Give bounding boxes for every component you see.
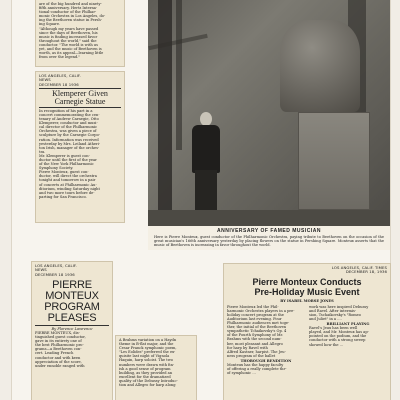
text-line: tional-conductor of the Philhar- bbox=[39, 10, 97, 15]
article-body bbox=[309, 305, 387, 321]
text-line: throughout the world," said the bbox=[39, 38, 97, 43]
text-line: work was here inspired Debussy bbox=[309, 304, 369, 309]
text-line: Haquin, harp soloist. The two bbox=[119, 358, 173, 363]
text-line: "Although my years have passed bbox=[39, 26, 99, 31]
text-line: ness program of the ballet bbox=[227, 353, 276, 358]
headline-line-2: PROGRAM PLEASES bbox=[44, 300, 100, 324]
text-line: ish a good sense of program bbox=[119, 366, 171, 371]
text-line: the best Philharmonic pro- bbox=[35, 343, 84, 348]
text-line: building, as they provided an bbox=[119, 370, 173, 375]
text-line: from over the legend." bbox=[39, 55, 81, 60]
subhead: BRILLIANT PLAYING bbox=[326, 322, 370, 327]
subhead: THOROUGH RENDITION bbox=[240, 358, 292, 363]
text-line: ditorium, winding Saturday night bbox=[39, 186, 100, 191]
dateline-city: LOS ANGELES, CALIF. TIMES bbox=[331, 265, 387, 270]
text-line: of the Fourth Symphony of Mr. bbox=[227, 333, 284, 338]
text-line: yesterday by Mrs. Leiland Atheri- bbox=[39, 141, 101, 146]
text-line: Orchestra, was given a piece of bbox=[39, 129, 97, 134]
text-line: ton Irish, manager of the orches- bbox=[39, 145, 100, 150]
byline: BY ISABEL MORSE JONES bbox=[280, 298, 334, 303]
article-body bbox=[227, 305, 305, 358]
headline-line-1: PIERRE MONTEUX bbox=[45, 278, 99, 302]
text-line: monic Orchestra in Los Angeles, do- bbox=[39, 14, 106, 19]
text-line: ductor, will direct the orchestra bbox=[39, 174, 97, 179]
dateline-city: LOS ANGELES, CALIF. bbox=[35, 263, 77, 268]
text-line: sympathetic Tchaikovsky's Op. 4 bbox=[227, 329, 287, 334]
text-line: Ravel's Jeux has been well bbox=[309, 326, 358, 331]
text-line: cal director of the Philharmonic bbox=[39, 125, 98, 130]
text-line: excellent for the dramatized bbox=[119, 374, 171, 379]
text-line: ber, most pleasant and Allegro bbox=[227, 341, 283, 346]
text-line: conductor with a strong sweep bbox=[309, 338, 366, 343]
caption-title: ANNIVERSARY OF FAMED MUSICIAN bbox=[217, 228, 321, 234]
article-body bbox=[35, 331, 109, 368]
text-line: tinguished guest conductor, bbox=[35, 335, 86, 340]
text-line: cert. Leading French bbox=[35, 351, 74, 356]
text-line: appreciation of the score, bbox=[35, 359, 82, 364]
text-line: Alfred Kastner, harpist. The Jeu- bbox=[227, 349, 286, 354]
text-line: ductor until the first of the year bbox=[39, 158, 97, 163]
clipping-monteux-program-continued bbox=[116, 336, 196, 400]
text-line: pointed on the podium, and the bbox=[309, 334, 367, 339]
text-line: Pierre Monteux, guest con- bbox=[39, 170, 89, 175]
text-line: tenary of Andrew Carnegie, Otto bbox=[39, 117, 99, 122]
dateline-paper: NEWS bbox=[35, 267, 47, 273]
text-line: conductor. "The world is with us bbox=[39, 42, 98, 47]
text-line: harmonic Orchestra players in a pre- bbox=[227, 308, 295, 313]
dateline-date: DECEMBER 18 1936 bbox=[35, 271, 75, 277]
text-line: "Les Eolides" preferred the ex- bbox=[119, 350, 176, 355]
article-columns bbox=[227, 305, 387, 376]
statue-pedestal bbox=[298, 112, 370, 210]
text-line: of offering a really complete thr- bbox=[227, 367, 287, 372]
text-line: Cesar Franck symphonic poem, bbox=[119, 346, 177, 351]
text-line: and two more tours before de- bbox=[39, 190, 95, 195]
text-line: gave in its entirety one of bbox=[35, 339, 82, 344]
clipping-klemperer bbox=[36, 72, 124, 222]
headline bbox=[35, 280, 109, 324]
text-line: parting for San Francisco. bbox=[39, 194, 87, 199]
text-line: Symphony Society. bbox=[39, 166, 74, 171]
text-line: under ennoble ranged with bbox=[35, 363, 85, 368]
dateline-date: DECEMBER 18 1936 bbox=[39, 81, 79, 87]
article-body bbox=[227, 363, 305, 375]
photo-monteux-statue bbox=[148, 0, 390, 226]
text-line: are of the big hundred and ninety- bbox=[39, 2, 102, 6]
text-line: Mr. Klemperer is guest con- bbox=[39, 153, 90, 158]
headline-line-1: Klemperer Given bbox=[52, 88, 108, 98]
text-line: theme in B-flat major, and the bbox=[119, 342, 174, 347]
text-line: since the days of Beethoven, his bbox=[39, 30, 98, 35]
text-line: fifth anniversary. Hertz Interna- bbox=[39, 6, 98, 11]
text-line: played, and Mr. Monteux has ap- bbox=[309, 330, 369, 335]
text-line: sion, Tschaikovsky's "Romeo bbox=[309, 312, 361, 317]
text-line: ther, the initial of the Beethoven bbox=[227, 325, 287, 330]
article-body-continued bbox=[119, 338, 193, 387]
text-line: worth, as its appeal—learning little bbox=[39, 51, 104, 56]
text-line: showed how the ... bbox=[309, 342, 344, 347]
text-line: Auditorium last evening. Four bbox=[227, 316, 282, 321]
text-line: Klemperer, conductor and musi- bbox=[39, 121, 98, 126]
text-line: music is finding increased favor bbox=[39, 34, 98, 39]
article-body bbox=[309, 326, 387, 346]
text-line: for harp by Ravel with bbox=[227, 345, 268, 350]
clipping-pre-holiday bbox=[224, 264, 390, 400]
headline-line-1: Pierre Monteux Conducts bbox=[252, 276, 362, 287]
text-line: sculpture by the Carnegie Corpo- bbox=[39, 133, 100, 138]
headline bbox=[39, 90, 121, 106]
beethoven-statue bbox=[280, 20, 360, 112]
column-left bbox=[227, 305, 305, 376]
text-line: grams—a Beethoven con- bbox=[35, 347, 82, 352]
text-line: tion and Allegro for harp along bbox=[119, 383, 176, 388]
dateline-date: DECEMBER 18, 1936 bbox=[345, 269, 387, 275]
text-line: numbers were drawn with fin- bbox=[119, 362, 175, 367]
clipping-text bbox=[39, 2, 121, 59]
text-line: conductor and with keen bbox=[35, 355, 81, 360]
text-line: Pierre Monteux led the Phil- bbox=[227, 304, 279, 309]
text-line: yet, and the music of Beethoven is bbox=[39, 47, 102, 52]
text-line: ing Square. bbox=[39, 22, 61, 27]
scrapbook-page bbox=[12, 0, 390, 400]
text-line: quisite last night of Vignola bbox=[119, 354, 170, 359]
text-line: Brahms with the second num- bbox=[227, 337, 282, 342]
photo-caption bbox=[148, 226, 390, 250]
clipping-continuation bbox=[36, 0, 124, 66]
text-line: PIERRE MONTEUX, dis- bbox=[35, 330, 80, 335]
text-line: of concerts at Philharmonic Au- bbox=[39, 182, 97, 187]
text-line: of symphonic ... bbox=[227, 371, 256, 376]
article-body bbox=[39, 109, 121, 199]
text-line: and Juliet" in a .... bbox=[309, 316, 342, 321]
text-line: A Brahms variation on a Haydn bbox=[119, 338, 177, 342]
text-line: In recognition of his part in a bbox=[39, 108, 93, 113]
dateline-paper: NEWS bbox=[39, 77, 51, 83]
text-line: of the New York Philharmonic bbox=[39, 162, 94, 167]
text-line: tonight and tomorrow in a pair bbox=[39, 178, 96, 183]
pierre-monteux-figure bbox=[188, 112, 224, 212]
text-line: concert commemorating the cen- bbox=[39, 112, 100, 117]
text-line: tra. bbox=[39, 149, 46, 154]
text-line: Monteux has the happy faculty bbox=[227, 363, 284, 367]
text-line: Philharmonic audiences met toge- bbox=[227, 321, 290, 326]
headline bbox=[227, 277, 387, 297]
column-right bbox=[309, 305, 387, 376]
text-line: and Ravel. After intermis- bbox=[309, 308, 357, 313]
text-line: ing the Beethoven statue in Persh- bbox=[39, 18, 102, 23]
headline-line-2: Pre-Holiday Music Event bbox=[254, 286, 360, 297]
byline: By Florence Lawrence bbox=[51, 326, 93, 331]
headline-line-2: Carnegie Statue bbox=[54, 96, 106, 106]
dateline-city: LOS ANGELES, CALIF. bbox=[39, 73, 81, 78]
caption-text: Here is Pierre Monteux, guest conductor of the Philharmonic Orchestra, paying tribute to Beethoven on the occasion of the great musician's 166th anniversary yesterday by placing flowers on the statue in Pershing Square. Monteux asserts that the music of Beethoven is increasing in favor throughout the world. bbox=[154, 235, 384, 248]
text-line: holiday concert program at the bbox=[227, 312, 284, 317]
clipping-monteux-program bbox=[32, 262, 112, 400]
text-line: quality of the Debussy Introduc- bbox=[119, 378, 178, 383]
text-line: ration. Information was received bbox=[39, 137, 99, 142]
